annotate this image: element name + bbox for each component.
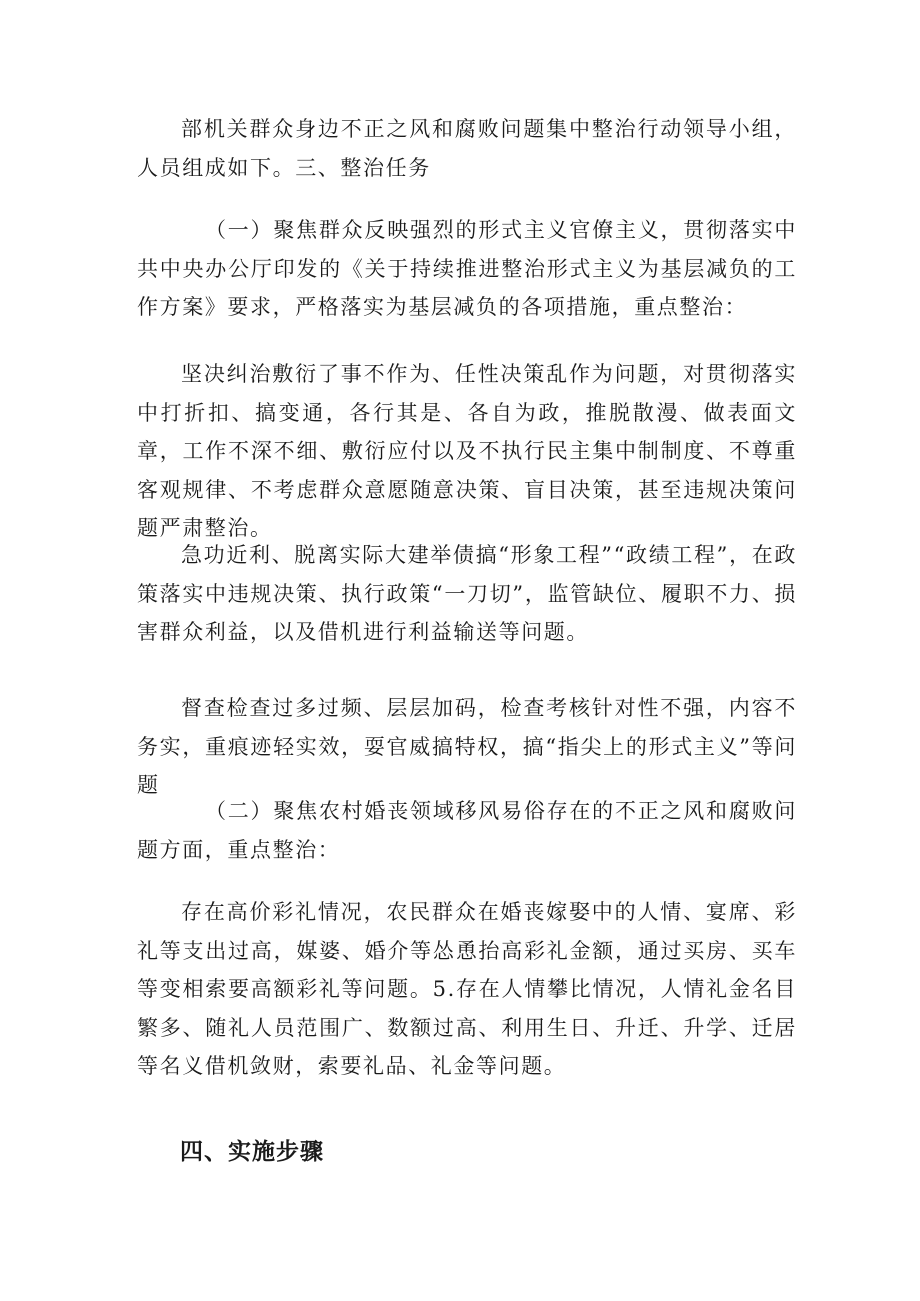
paragraph-vanity-projects: 急功近利、脱离实际大建举债搞“形象工程”“政绩工程”，在政策落实中违规决策、执行政策“一刀切”，监管缺位、履职不力、损害群众利益，以及借机进行利益输送等问题。 — [137, 543, 797, 644]
paragraph-bride-price: 存在高价彩礼情况，农民群众在婚丧嫁娶中的人情、宴席、彩礼等支出过高，媒婆、婚介等怂恿抬高彩礼金额，通过买房、买车等变相索要高额彩礼等问题。5.存在人情攀比情况，人情礼金名目繁多、随礼人员范围广、数额过高、利用生日、升迁、升学、迁居等名义借机敛财，索要礼品、礼金等问题。 — [137, 900, 797, 1078]
paragraph-inaction: 坚决纠治敷衍了事不作为、任性决策乱作为问题，对贯彻落实中打折扣、搞变通，各行其是、各自为政，推脱散漫、做表面文章，工作不深不细、敷衍应付以及不执行民主集中制制度、不尊重客观规律、不考虑群众意愿随意决策、盲目决策，甚至违规决策问题严肃整治。 — [137, 362, 797, 540]
paragraph-leadership-group: 部机关群众身边不正之风和腐败问题集中整治行动领导小组，人员组成如下。三、整治任务 — [137, 117, 797, 180]
paragraph-task-two: （二）聚焦农村婚丧领域移风易俗存在的不正之风和腐败问题方面，重点整治： — [137, 799, 797, 862]
section-heading-implementation: 四、实施步骤 — [180, 1139, 324, 1165]
paragraph-task-one: （一）聚焦群众反映强烈的形式主义官僚主义，贯彻落实中共中央办公厅印发的《关于持续推进整治形式主义为基层减负的工作方案》要求，严格落实为基层减负的各项措施，重点整治： — [137, 218, 797, 319]
paragraph-inspections: 督查检查过多过频、层层加码，检查考核针对性不强，内容不务实，重痕迹轻实效，耍官威搞特权，搞“指尖上的形式主义”等问题 — [137, 696, 797, 797]
